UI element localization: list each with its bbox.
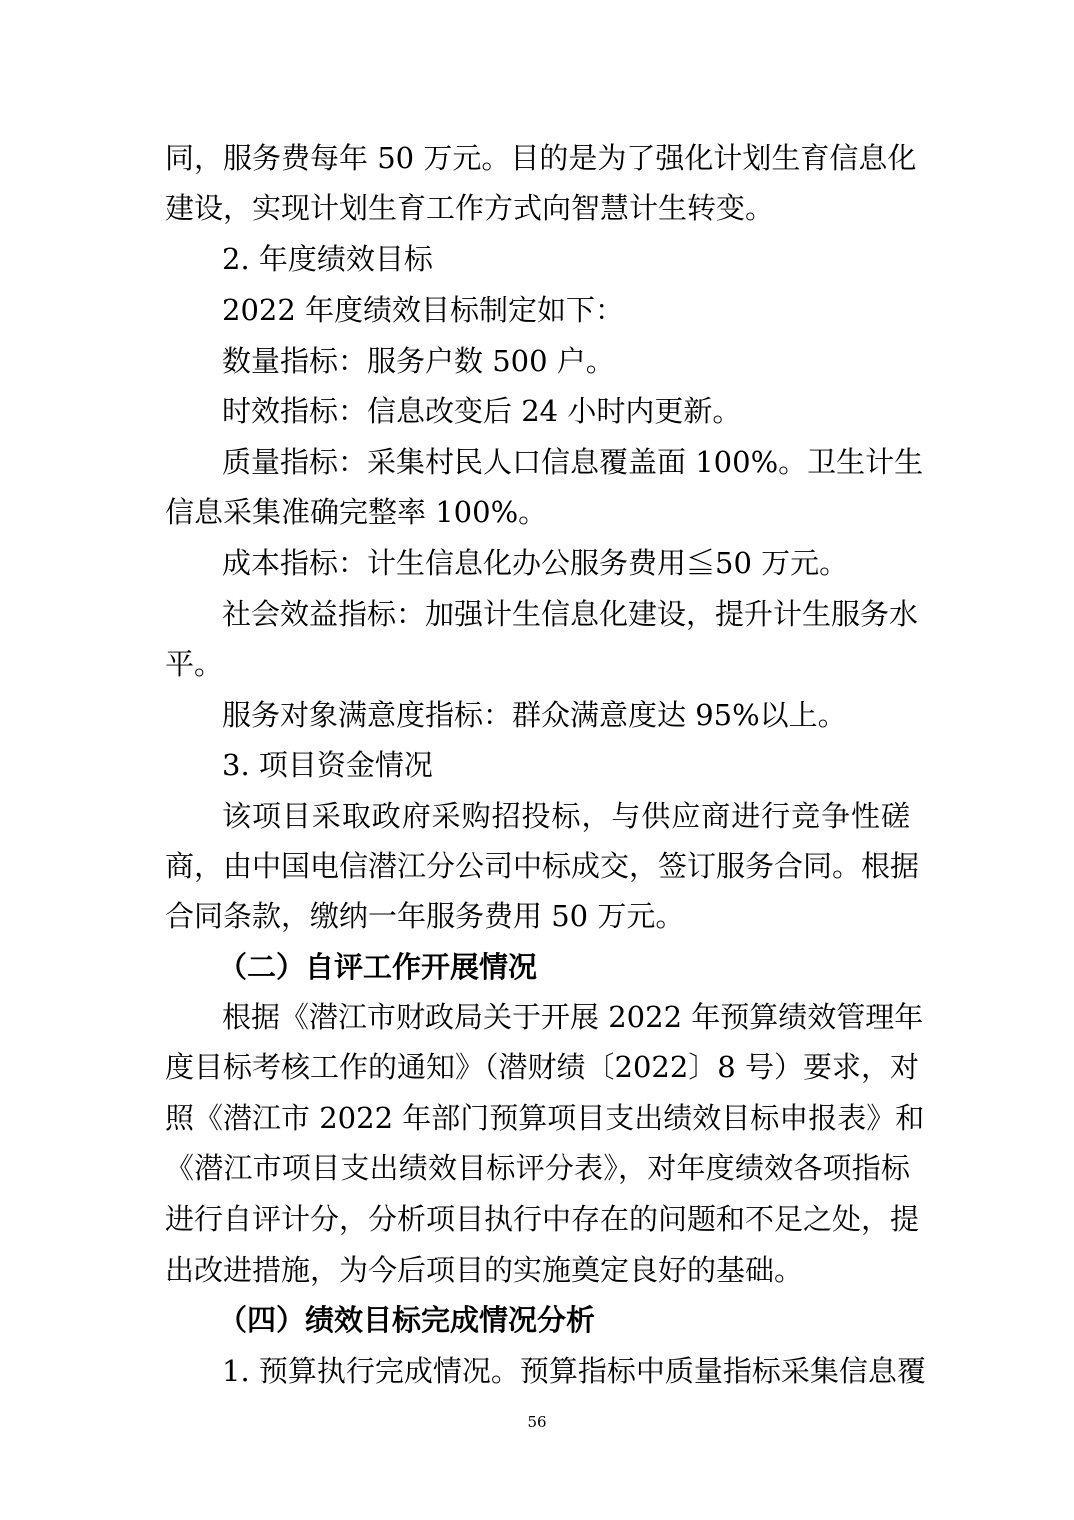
body-text-line: 照《潜江市 2022 年部门预算项目支出绩效目标申报表》和 — [165, 1101, 925, 1135]
body-text-line: 信息采集准确完整率 100%。 — [165, 495, 548, 529]
body-text-line: 进行自评计分，分析项目执行中存在的问题和不足之处，提 — [165, 1202, 920, 1236]
section-heading: （四）绩效目标完成情况分析 — [218, 1303, 596, 1337]
body-text-line: 出改进措施，为今后项目的实施奠定良好的基础。 — [165, 1253, 804, 1287]
section-heading: 3. 项目资金情况 — [222, 748, 433, 782]
body-text-line: 商，由中国电信潜江分公司中标成交，签订服务合同。根据 — [165, 849, 920, 883]
body-text-line: 根据《潜江市财政局关于开展 2022 年预算绩效管理年 — [222, 1000, 924, 1034]
body-text-line: 成本指标：计生信息化办公服务费用≦50 万元。 — [222, 546, 849, 580]
section-heading: 2. 年度绩效目标 — [222, 242, 433, 276]
body-text-line: 该项目采取政府采购招投标，与供应商进行竞争性磋 — [222, 799, 910, 833]
body-text-line: 同，服务费每年 50 万元。目的是为了强化计划生育信息化 — [165, 141, 917, 175]
body-text-line: 数量指标：服务户数 500 户。 — [222, 344, 615, 378]
body-text-line: 合同条款，缴纳一年服务费用 50 万元。 — [165, 899, 685, 933]
body-text-line: 质量指标：采集村民人口信息覆盖面 100%。卫生计生 — [222, 445, 924, 479]
section-heading: （二）自评工作开展情况 — [218, 950, 538, 984]
body-text-line: 1. 预算执行完成情况。预算指标中质量指标采集信息覆 — [222, 1354, 926, 1388]
page-number: 56 — [527, 1413, 547, 1431]
body-text-line: 2022 年度绩效目标制定如下： — [222, 293, 625, 327]
body-text-line: 度目标考核工作的通知》（潜财绩〔2022〕8 号）要求，对 — [165, 1050, 919, 1084]
body-text-line: 社会效益指标：加强计生信息化建设，提升计生服务水 — [222, 597, 919, 631]
body-text-line: 时效指标：信息改变后 24 小时内更新。 — [222, 394, 742, 428]
body-text-line: 《潜江市项目支出绩效目标评分表》，对年度绩效各项指标 — [165, 1151, 910, 1185]
body-text-line: 平。 — [165, 647, 224, 681]
body-text-line: 建设，实现计划生育工作方式向智慧计生转变。 — [165, 191, 775, 225]
body-text-line: 服务对象满意度指标：群众满意度达 95%以上。 — [222, 698, 847, 732]
